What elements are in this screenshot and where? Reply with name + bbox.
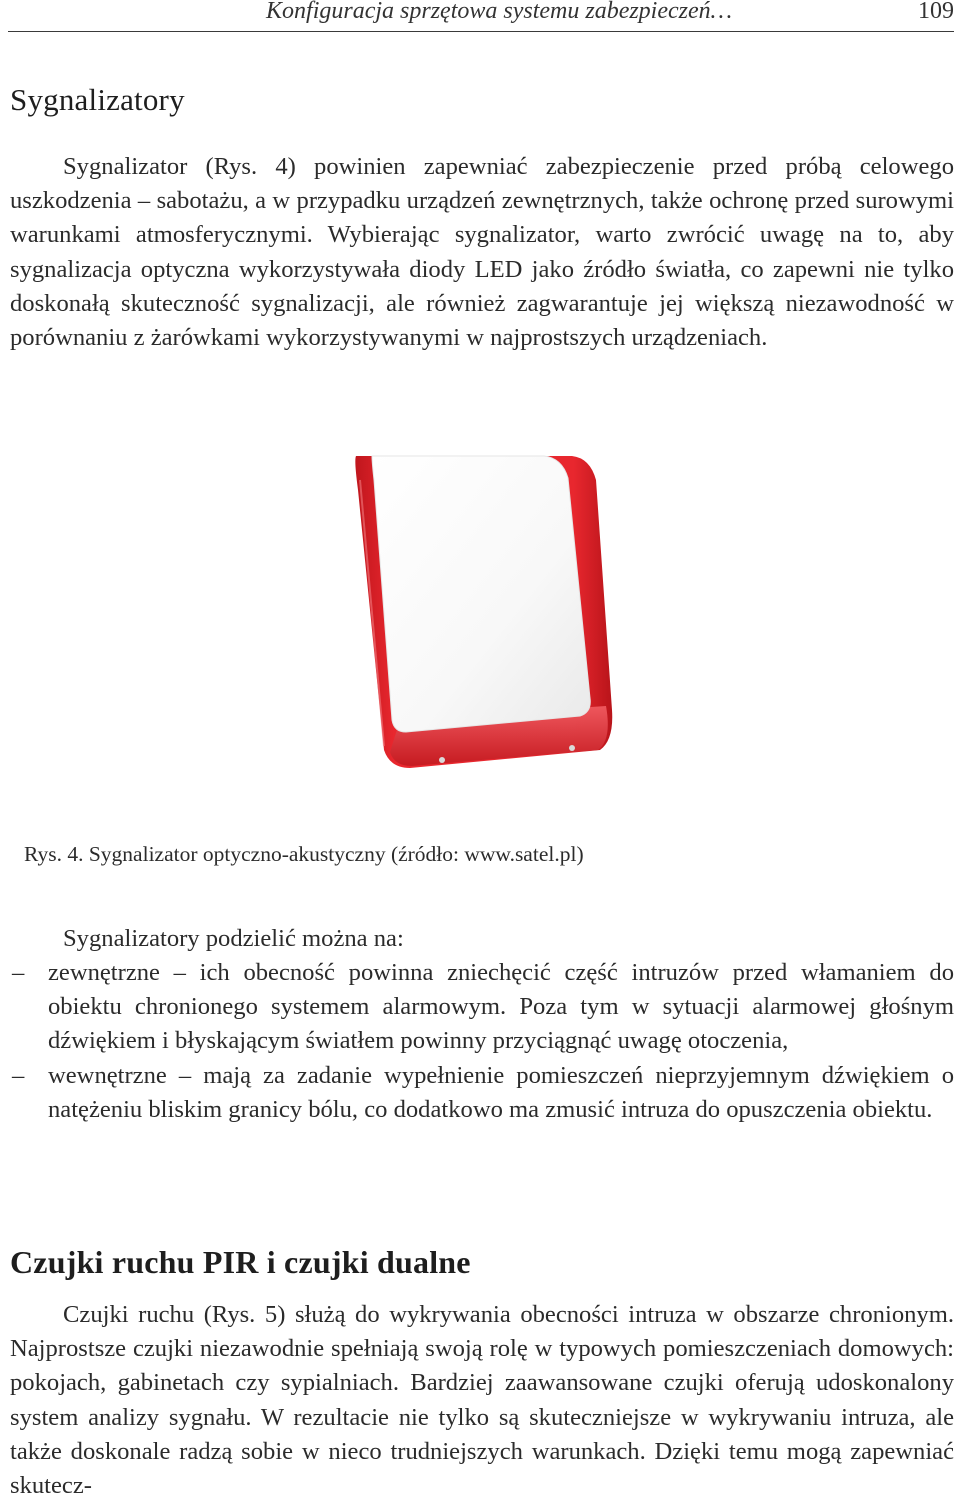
list-item-text: zewnętrzne – ich obecność powinna zniechęcić część intruzów przed włamaniem do obiektu chronionego systemem alarmowym. Poza tym w sytuacji alarmowej głośnym dźwiękiem i błyskającym światłem powinny przyciągnąć uwagę otoczenia, [48, 959, 954, 1055]
figure-caption: Rys. 4. Sygnalizator optyczno-akustyczny (źródło: www.satel.pl) [24, 842, 584, 866]
figure-siren-image [350, 450, 630, 800]
running-title: Konfiguracja sprzętowa systemu zabezpieczeń… [266, 0, 732, 24]
siren-white-cover [372, 456, 590, 732]
dash-bullet: – [12, 959, 25, 986]
list-intro: Sygnalizatory podzielić można na: [63, 925, 404, 952]
screw-right [569, 745, 575, 751]
running-header [8, 0, 954, 32]
page-number: 109 [918, 0, 954, 24]
section-heading-sygnalizatory: Sygnalizatory [10, 82, 185, 117]
list-item-external [10, 956, 954, 1059]
paragraph-sygnalizatory: Sygnalizator (Rys. 4) powinien zapewniać zabezpieczenie przed próbą celowego uszkodzenia – sabotażu, a w przypadku urządzeń zewnętrznych, także ochronę przed surowymi warunkami atmosferycznymi. Wybierając sygnalizator, warto zwrócić uwagę na to, aby sygnalizacja optyczna wykorzystywała diody LED jako źródło światła, co zapewni nie tylko doskonałą skuteczność sygnalizacji, ale również zagwarantuje jej większą niezawodność w porównaniu z żarówkami wykorzystywanymi w najprostszych urządzeniach. [10, 153, 954, 352]
paragraph-czujki: Czujki ruchu (Rys. 5) służą do wykrywania obecności intruza w obszarze chronionym. Najprostsze czujki niezawodnie spełniają swoją rolę w typowych pomieszczeniach domowych: pokojach, gabinetach czy sypialniach. Bardziej zaawansowane czujki oferują udoskonalony system analizy sygnału. W rezultacie nie tylko są skuteczniejsze w wykrywaniu intruza, ale także doskonale radzą sobie w nieco trudniejszych warunkach. Dzięki temu mogą zapewniać skutecz- [10, 1301, 954, 1500]
list-item-internal [10, 1059, 954, 1127]
screw-left [439, 757, 445, 763]
siren-illustration [350, 450, 630, 800]
list-item-text: wewnętrzne – mają za zadanie wypełnienie pomieszczeń nieprzyjemnym dźwiękiem o natężeniu bliskim granicy bólu, co dodatkowo ma zmusić intruza do opuszczenia obiektu. [48, 1061, 954, 1123]
siren-types-list [10, 956, 954, 1127]
section-heading-czujki: Czujki ruchu PIR i czujki dualne [10, 1244, 471, 1280]
dash-bullet: – [12, 1061, 25, 1089]
